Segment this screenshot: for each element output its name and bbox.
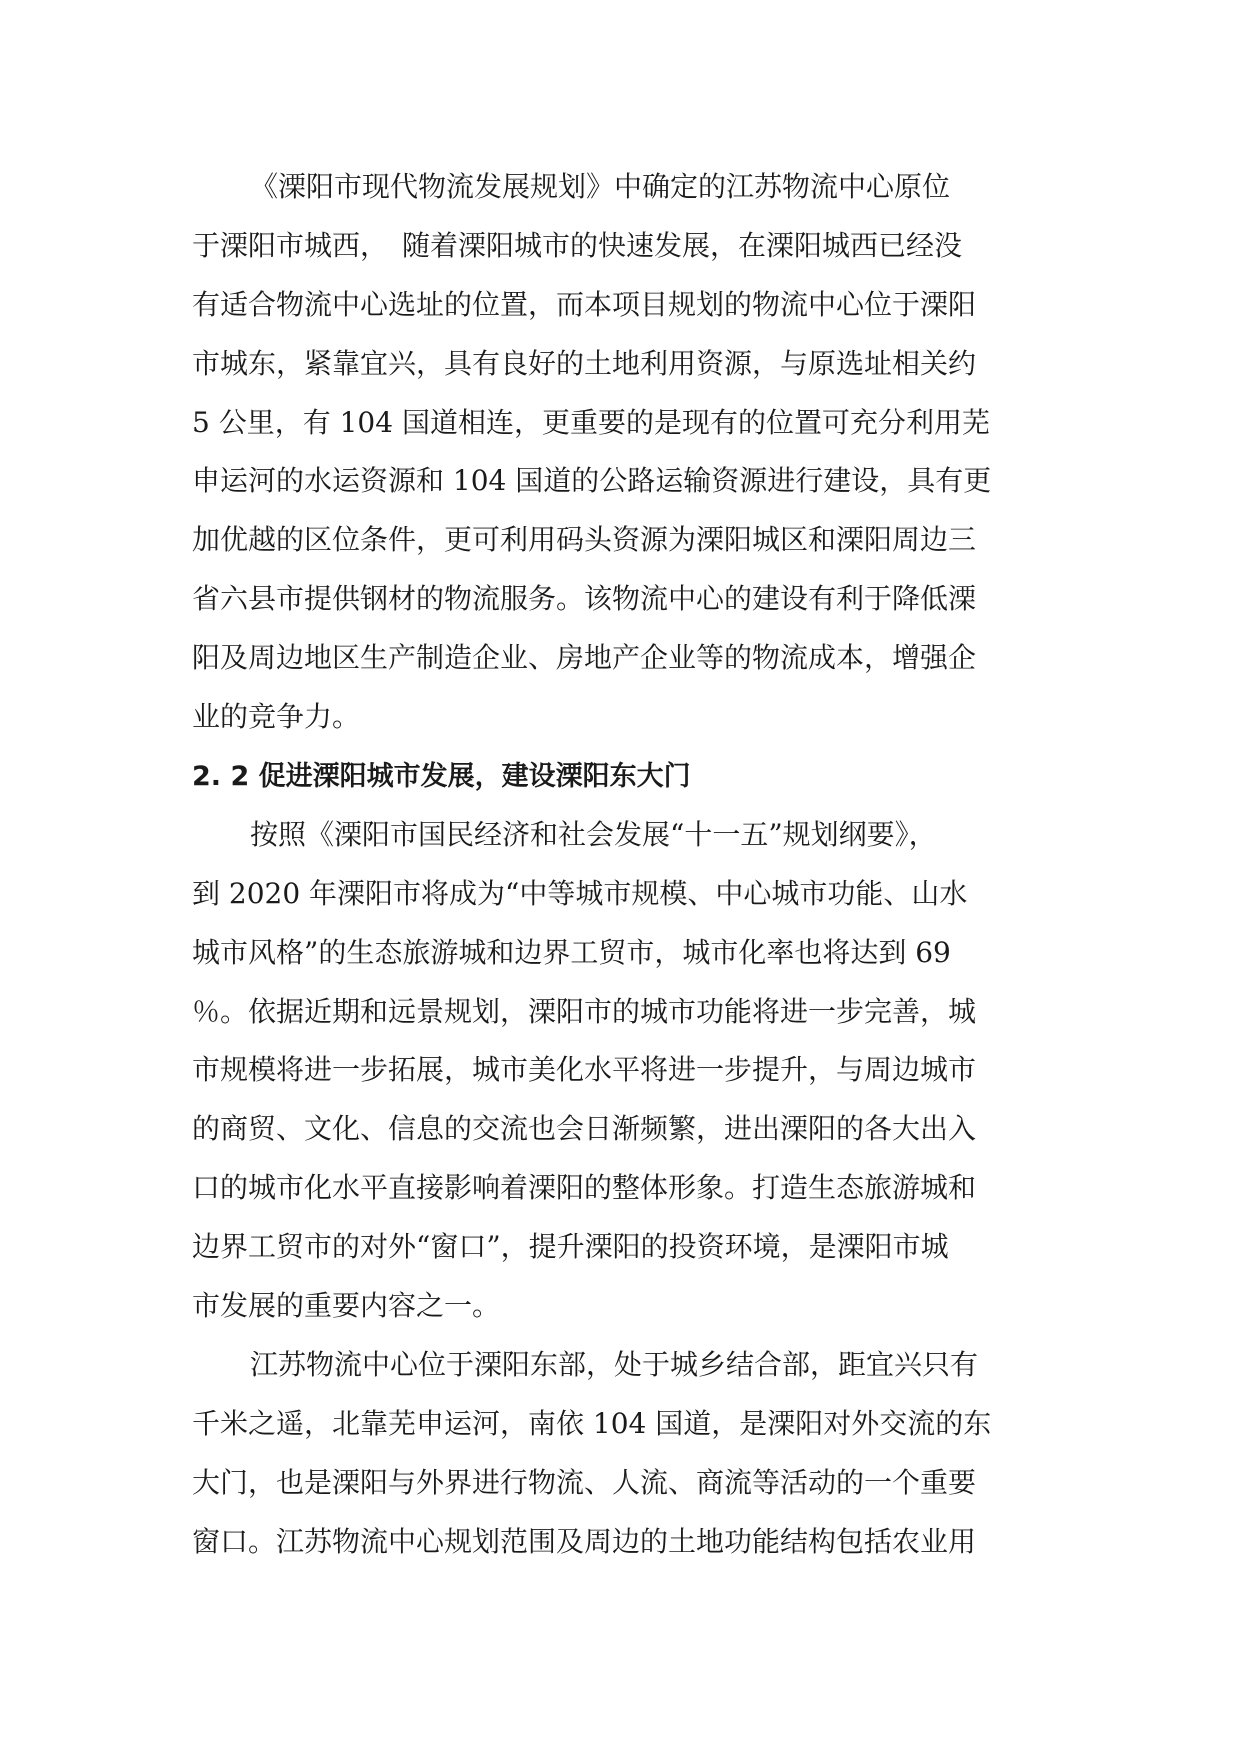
text-line: 市规模将进一步拓展，城市美化水平将进一步提升，与周边城市	[192, 1053, 977, 1087]
text-line: 千米之遥，北靠芜申运河，南依 104 国道，是溧阳对外交流的东	[192, 1406, 992, 1440]
text-line: ％。依据近期和远景规划，溧阳市的城市功能将进一步完善，城	[192, 994, 977, 1028]
text-line: 《溧阳市现代物流发展规划》中确定的江苏物流中心原位	[250, 170, 951, 203]
text-line: 市城东，紧靠宜兴，具有良好的土地利用资源，与原选址相关约	[192, 346, 977, 380]
text-line: 窗口。江苏物流中心规划范围及周边的土地功能结构包括农业用	[192, 1524, 977, 1558]
section-heading: 2. 2 促进溧阳城市发展，建设溧阳东大门	[192, 760, 691, 792]
text-line: 加优越的区位条件，更可利用码头资源为溧阳城区和溧阳周边三	[192, 523, 977, 557]
text-line: 到 2020 年溧阳市将成为“中等城市规模、中心城市功能、山水	[192, 876, 968, 910]
text-line: 城市风格”的生态旅游城和边界工贸市，城市化率也将达到 69	[192, 935, 951, 969]
text-line: 于溧阳市城西， 随着溧阳城市的快速发展，在溧阳城西已经没	[192, 228, 963, 262]
text-line: 阳及周边地区生产制造企业、房地产企业等的物流成本，增强企	[192, 641, 977, 675]
text-line: 边界工贸市的对外“窗口”，提升溧阳的投资环境，是溧阳市城	[192, 1230, 949, 1264]
text-line: 省六县市提供钢材的物流服务。该物流中心的建设有利于降低溧	[192, 582, 977, 616]
text-line: 按照《溧阳市国民经济和社会发展“十一五”规划纲要》，	[250, 817, 937, 851]
text-line: 的商贸、文化、信息的交流也会日渐频繁，进出溧阳的各大出入	[192, 1112, 977, 1146]
document-body	[192, 158, 1052, 1571]
paragraph-logistics-location	[192, 158, 1052, 747]
text-line: 口的城市化水平直接影响着溧阳的整体形象。打造生态旅游城和	[192, 1171, 977, 1205]
text-line: 5 公里，有 104 国道相连，更重要的是现有的位置可充分利用芜	[192, 405, 990, 439]
text-line: 有适合物流中心选址的位置，而本项目规划的物流中心位于溧阳	[192, 287, 977, 321]
text-line: 市发展的重要内容之一。	[192, 1289, 501, 1323]
paragraph-east-gate	[192, 1336, 1052, 1572]
text-line: 大门，也是溧阳与外界进行物流、人流、商流等活动的一个重要	[192, 1465, 977, 1499]
text-line: 业的竞争力。	[192, 700, 361, 734]
text-line: 申运河的水运资源和 104 国道的公路运输资源进行建设，具有更	[192, 464, 992, 498]
text-line: 江苏物流中心位于溧阳东部，处于城乡结合部，距宜兴只有	[250, 1347, 979, 1381]
paragraph-city-development	[192, 806, 1052, 1336]
